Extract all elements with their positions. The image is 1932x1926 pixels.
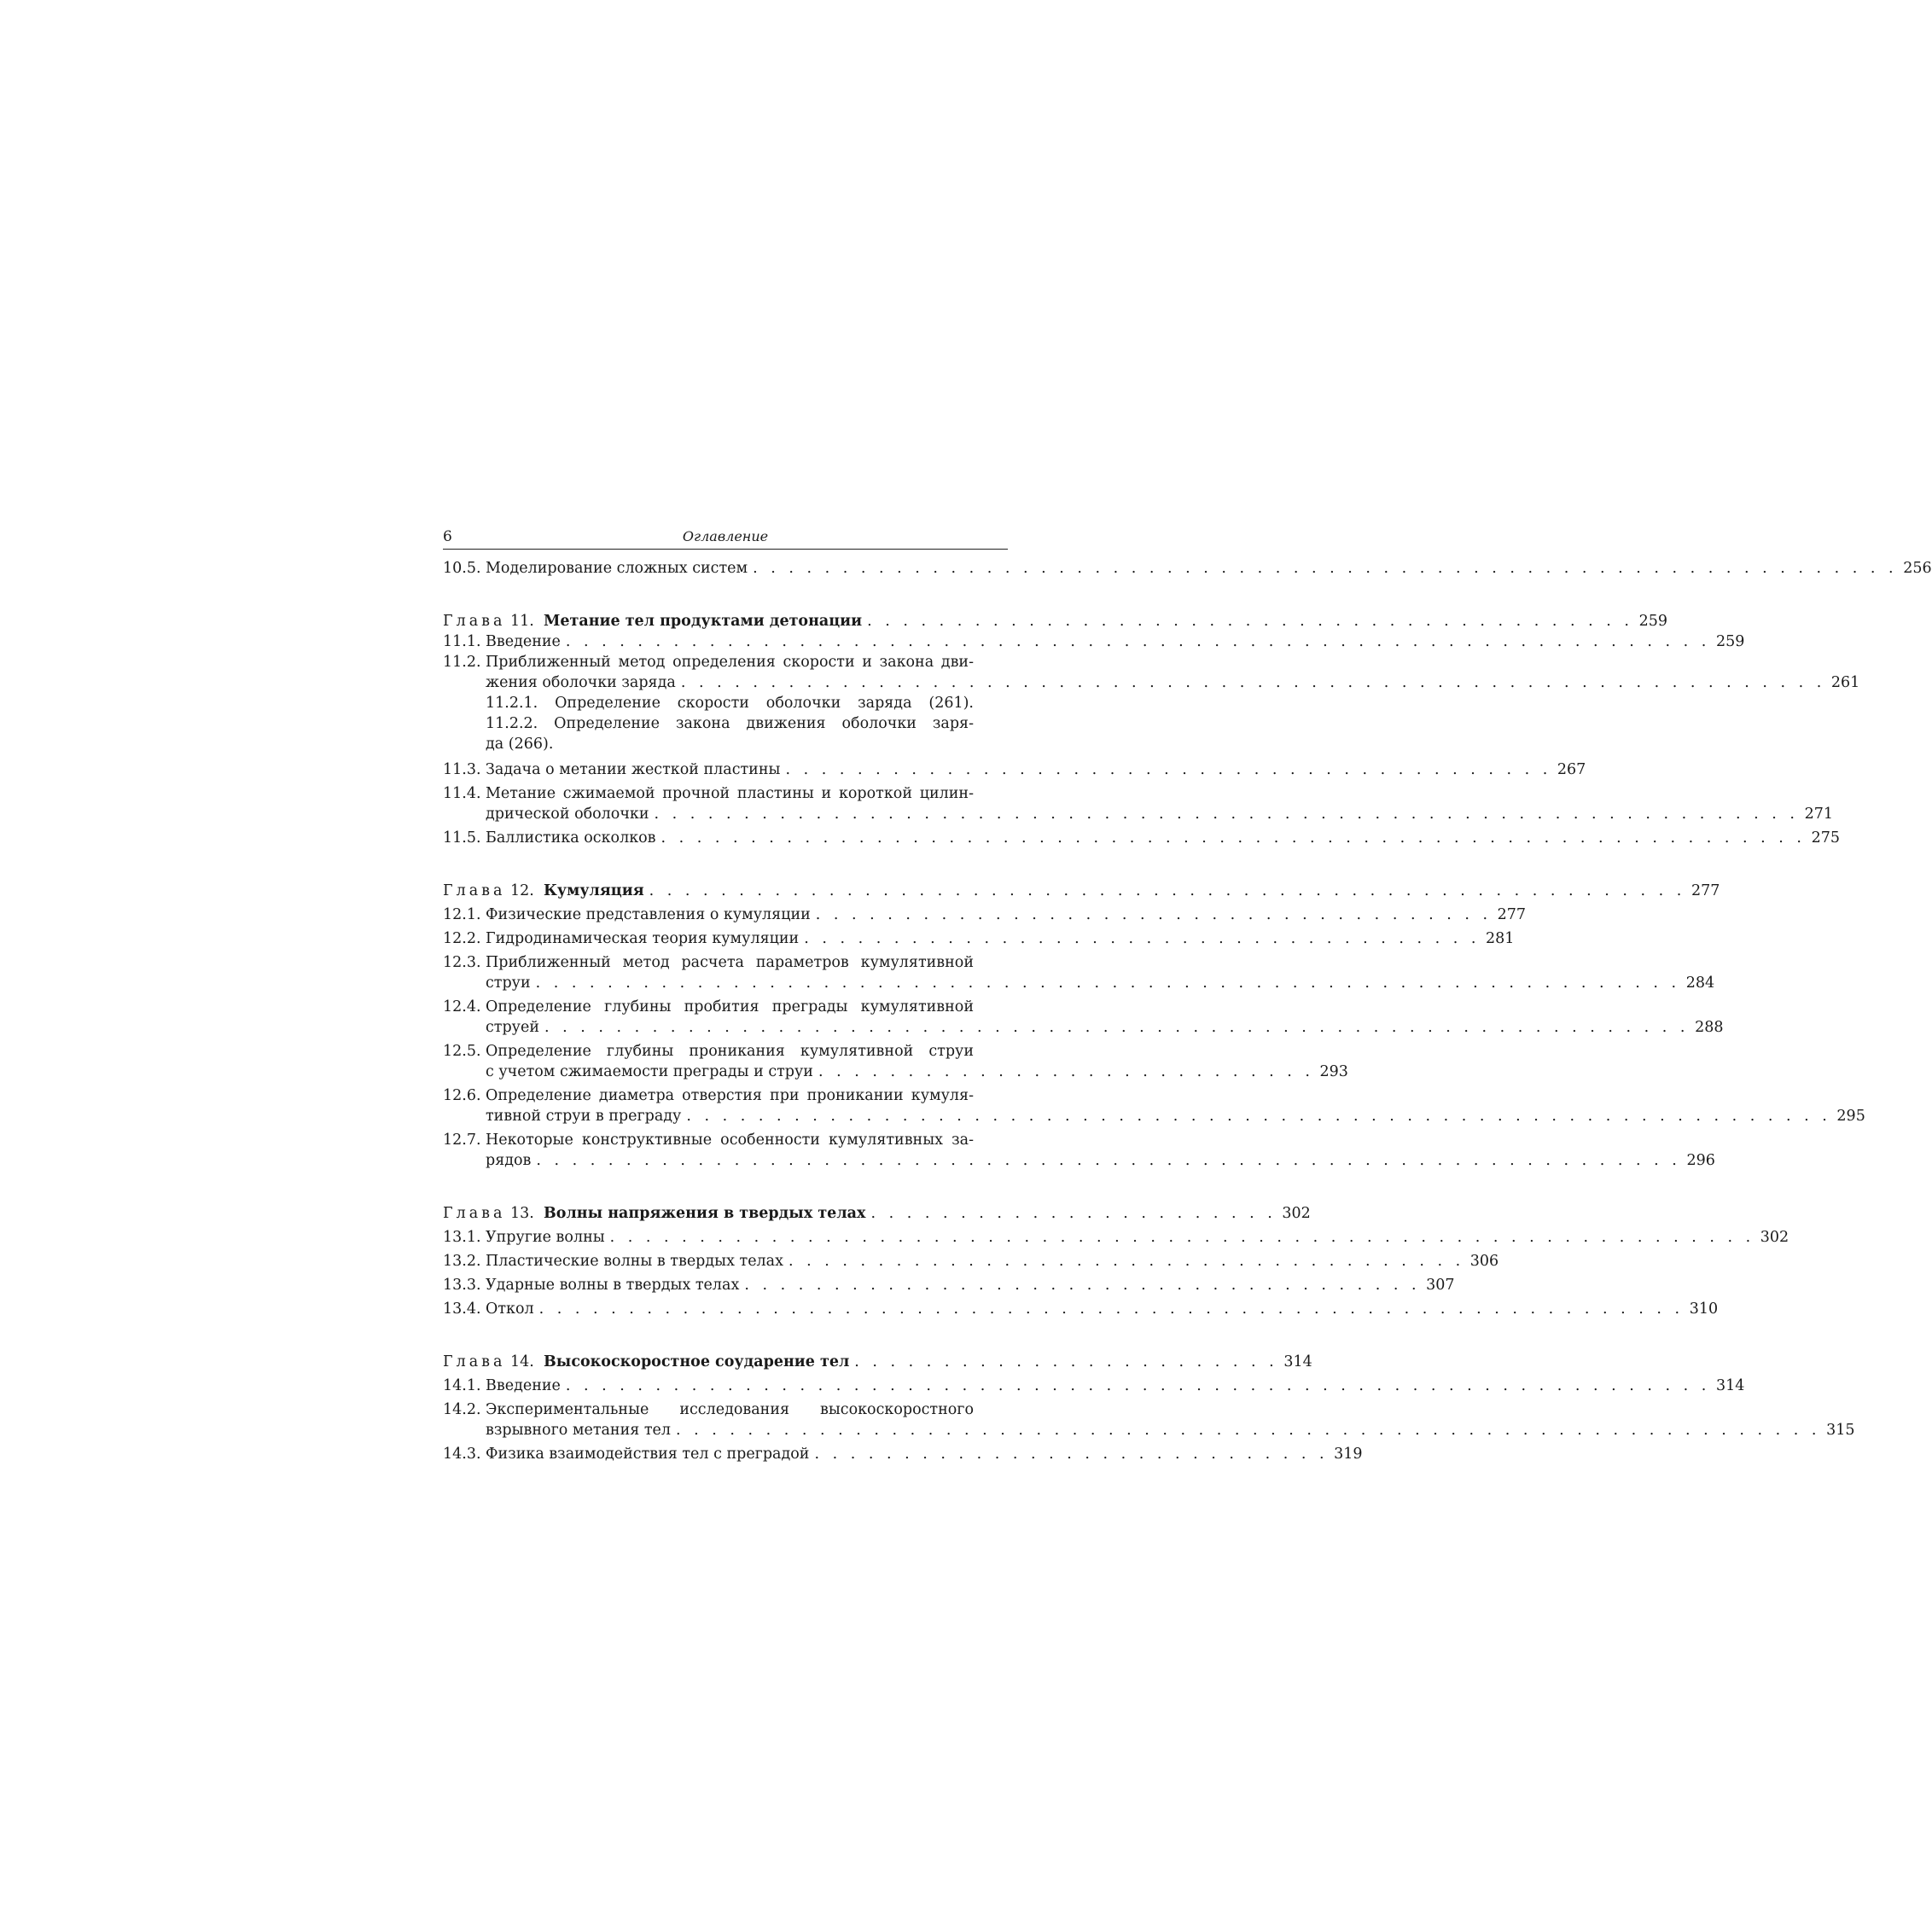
- section-number: 12.4.: [443, 998, 481, 1015]
- section-title-line: с учетом сжимаемости преграды и струи: [486, 1063, 813, 1080]
- section-title-line: Метание сжимаемой прочной пластины и короткой цилин-: [486, 785, 974, 802]
- toc-entry[interactable]: [443, 1227, 1789, 1248]
- page-ref: 302: [1760, 1229, 1789, 1246]
- subsection-line[interactable]: 11.2.2. Определение закона движения оболочки заря-: [486, 715, 974, 732]
- section-title-line: рядов: [486, 1152, 532, 1169]
- toc-entry[interactable]: [443, 1399, 1855, 1440]
- section-number: 12.5.: [443, 1043, 481, 1060]
- section-number: 12.6.: [443, 1087, 481, 1104]
- section-title: Введение: [486, 1377, 561, 1394]
- page-ref: 256: [1903, 560, 1932, 577]
- section-number: 12.1.: [443, 906, 481, 923]
- dot-leader: . . . . . . . . . . . . . . . . . . . . . . . . . . . . . . . . . . . . . . . . . . . . . . . . . . . . . . . . . . . . . . . .: [676, 1422, 1821, 1439]
- section-title-line: Определение глубины пробития преграды кумулятивной: [486, 998, 974, 1015]
- toc-entry[interactable]: [443, 631, 1745, 652]
- section-number: 13.1.: [443, 1229, 481, 1246]
- chapter-heading[interactable]: [443, 1352, 1312, 1372]
- page-ref: 307: [1426, 1277, 1455, 1294]
- section-number: 14.1.: [443, 1377, 481, 1394]
- section-title-line: дрической оболочки: [486, 806, 649, 823]
- page-ref: 295: [1836, 1108, 1865, 1125]
- section-title-line: Приближенный метод определения скорости и закона дви-: [486, 654, 974, 671]
- page-ref: 261: [1830, 674, 1860, 691]
- page-ref: 284: [1685, 975, 1715, 992]
- chapter-label: Глава: [443, 882, 506, 899]
- page-ref: 275: [1811, 829, 1840, 847]
- dot-leader: . . . . . . . . . . . . . . . . . . . . . . . . . . . . . . . . . . . . . . . . . . . . . . . . . . . . . . . . . . . . . . . .: [536, 1152, 1681, 1169]
- dot-leader: . . . . . . . . . . . . . . . . . . . . . . . . . . . . . . . . . . . . . . . . . . . . . . . . . . . . . . . . . . . . . . . .: [565, 633, 1711, 650]
- chapter-label: Глава: [443, 1205, 506, 1222]
- dot-leader: . . . . . . . . . . . . . . . . . . . . . . . . . . . . . . . . . . . . . . . . . . . . . . . . . . . . . . . . . . . . . . . .: [544, 1019, 1690, 1036]
- dot-leader: . . . . . . . . . . . . . . . . . . . . . . . . . . . . . . . . . . . . . .: [788, 1253, 1465, 1270]
- dot-leader: . . . . . . . . . . . . . . . . . . . . . . . . . . . . . . . . . . . . . . . . . . . . . . . . . . . . . . . . . . . . . . . .: [686, 1108, 1831, 1125]
- page-ref: 277: [1690, 882, 1720, 899]
- dot-leader: . . . . . . . . . . . . . . . . . . . . . . . . . . . .: [818, 1063, 1314, 1080]
- page-header: [443, 527, 1008, 550]
- dot-leader: . . . . . . . . . . . . . . . . . . . . . . . . . . . . . . . . . . . . . . . . . . .: [785, 761, 1552, 778]
- toc-entry[interactable]: [443, 952, 1715, 993]
- section-title: Моделирование сложных систем: [486, 560, 748, 577]
- table-of-contents: [443, 558, 1932, 1464]
- section-title-line: струи: [486, 975, 531, 992]
- chapter-heading[interactable]: [443, 611, 1667, 631]
- section-number: 11.1.: [443, 633, 481, 650]
- section-title: Физика взаимодействия тел с преградой: [486, 1446, 810, 1463]
- chapter-number: 11.: [510, 613, 534, 630]
- page-ref: 281: [1486, 930, 1515, 947]
- toc-entry[interactable]: [443, 905, 1527, 925]
- toc-entry[interactable]: [443, 997, 1724, 1038]
- dot-leader: . . . . . . . . . . . . . . . . . . . . . . . . . . . . . . . . . . . . . .: [815, 906, 1493, 923]
- toc-entry[interactable]: [443, 1376, 1745, 1396]
- subsection-line[interactable]: 11.2.1. Определение скорости оболочки заряда (261).: [486, 695, 974, 712]
- chapter-heading[interactable]: [443, 1203, 1311, 1224]
- running-title: Оглавление: [682, 528, 769, 544]
- dot-leader: . . . . . . . . . . . . . . . . . . . . . . . . . . . . . . . . . . . . . . . . . . . . . . . . . . . . . . . . . . . . . . . .: [680, 674, 1826, 691]
- page-ref: 306: [1469, 1253, 1499, 1270]
- dot-leader: . . . . . . . . . . . . . . . . . . . . . . . . . . . . . . . . . . . . . .: [804, 930, 1481, 947]
- section-number: 13.4.: [443, 1300, 481, 1318]
- page-ref: 302: [1282, 1205, 1311, 1222]
- dot-leader: . . . . . . . . . . . . . . . . . . . . . . .: [870, 1205, 1277, 1222]
- dot-leader: . . . . . . . . . . . . . . . . . . . . . . . . . . . . . . . . . . . . . . . . . . . . . . . . . . . . . . . . . . . . . . . .: [609, 1229, 1755, 1246]
- dot-leader: . . . . . . . . . . . . . . . . . . . . . . . . . . . . . . . . . . . . . . . . . . . . . . . . . . . . . . . . . . . . . . . .: [535, 975, 1681, 992]
- page-number: 6: [443, 528, 452, 545]
- page-ref: 271: [1804, 806, 1833, 823]
- subsection-line[interactable]: да (266).: [486, 736, 554, 753]
- section-title: Баллистика осколков: [486, 829, 656, 847]
- toc-entry[interactable]: [443, 1085, 1865, 1126]
- dot-leader: . . . . . . . . . . . . . . . . . . . . . . . . . . . . . . . . . . . . . . . . . . . . . . . . . . . . . . . . . .: [649, 882, 1686, 899]
- toc-entry[interactable]: [443, 1275, 1455, 1295]
- dot-leader: . . . . . . . . . . . . . . . . . . . . . . . .: [854, 1353, 1278, 1370]
- dot-leader: . . . . . . . . . . . . . . . . . . . . . . . . . . . . . . . . . . . . . . . . . . . . . . . . . . . . . . . . . . . . . . . .: [565, 1377, 1711, 1394]
- chapter-number: 14.: [510, 1353, 534, 1370]
- section-title-line: взрывного метания тел: [486, 1422, 672, 1439]
- dot-leader: . . . . . . . . . . . . . . . . . . . . . . . . . . . . . . . . . . . . . .: [744, 1277, 1421, 1294]
- section-title-line: жения оболочки заряда: [486, 674, 676, 691]
- chapter-label: Глава: [443, 613, 506, 630]
- toc-entry[interactable]: [443, 1130, 1715, 1171]
- section-number: 10.5.: [443, 560, 481, 577]
- page-ref: 310: [1689, 1300, 1719, 1318]
- page-ref: 314: [1283, 1353, 1312, 1370]
- section-title: Упругие волны: [486, 1229, 605, 1246]
- chapter-title: Кумуляция: [544, 882, 644, 899]
- page-ref: 293: [1319, 1063, 1348, 1080]
- dot-leader: . . . . . . . . . . . . . . . . . . . . . . . . . . . . . . . . . . . . . . . . . . . . . . . . . . . . . . . . . . . . . . . .: [654, 806, 1799, 823]
- section-title-line: Определение диаметра отверстия при проникании кумуля-: [486, 1087, 974, 1104]
- chapter-title: Волны напряжения в твердых телах: [544, 1205, 866, 1222]
- toc-entry[interactable]: [443, 759, 1586, 780]
- dot-leader: . . . . . . . . . . . . . . . . . . . . . . . . . . . . . . . . . . . . . . . . . . . . . . . . . . . . . . . . . . . . . . . .: [753, 560, 1898, 577]
- section-title-line: Приближенный метод расчета параметров кумулятивной: [486, 954, 974, 971]
- page-ref: 288: [1695, 1019, 1724, 1036]
- chapter-title: Высокоскоростное соударение тел: [544, 1353, 850, 1370]
- page-ref: 315: [1826, 1422, 1855, 1439]
- section-number: 12.7.: [443, 1132, 481, 1149]
- book-page: [443, 527, 1932, 1464]
- toc-entry[interactable]: [443, 652, 1860, 754]
- section-number: 13.2.: [443, 1253, 481, 1270]
- chapter-heading[interactable]: [443, 881, 1720, 901]
- section-title-line: Некоторые конструктивные особенности кумулятивных за-: [486, 1132, 974, 1149]
- section-title-line: тивной струи в преграду: [486, 1108, 682, 1125]
- dot-leader: . . . . . . . . . . . . . . . . . . . . . . . . . . . . .: [814, 1446, 1329, 1463]
- section-title-line: Определение глубины проникания кумулятивной струи: [486, 1043, 974, 1060]
- section-title: Введение: [486, 633, 561, 650]
- section-title: Пластические волны в твердых телах: [486, 1253, 783, 1270]
- section-number: 12.3.: [443, 954, 481, 971]
- section-title: Ударные волны в твердых телах: [486, 1277, 740, 1294]
- subsection-list: [486, 693, 974, 754]
- section-number: 12.2.: [443, 930, 481, 947]
- page-ref: 259: [1715, 633, 1745, 650]
- section-title-line: струей: [486, 1019, 540, 1036]
- section-title: Физические представления о кумуляции: [486, 906, 811, 923]
- page-ref: 259: [1638, 613, 1667, 630]
- section-title: Гидродинамическая теория кумуляции: [486, 930, 800, 947]
- section-number: 11.2.: [443, 654, 481, 671]
- chapter-title: Метание тел продуктами детонации: [544, 613, 863, 630]
- chapter-label: Глава: [443, 1353, 506, 1370]
- page-ref: 267: [1557, 761, 1586, 778]
- toc-entry[interactable]: [443, 1251, 1499, 1271]
- section-number: 13.3.: [443, 1277, 481, 1294]
- toc-entry[interactable]: [443, 1444, 1363, 1464]
- section-number: 11.5.: [443, 829, 481, 847]
- page-ref: 319: [1334, 1446, 1363, 1463]
- dot-leader: . . . . . . . . . . . . . . . . . . . . . . . . . . . . . . . . . . . . . . . . . . .: [867, 613, 1633, 630]
- toc-entry[interactable]: [443, 1299, 1719, 1319]
- section-number: 14.2.: [443, 1401, 481, 1418]
- page-ref: 277: [1497, 906, 1527, 923]
- page-ref: 296: [1686, 1152, 1715, 1169]
- dot-leader: . . . . . . . . . . . . . . . . . . . . . . . . . . . . . . . . . . . . . . . . . . . . . . . . . . . . . . . . . . . . . . . .: [538, 1300, 1685, 1318]
- section-number: 11.3.: [443, 761, 481, 778]
- toc-entry[interactable]: [443, 1041, 1348, 1082]
- toc-entry[interactable]: [443, 828, 1840, 848]
- dot-leader: . . . . . . . . . . . . . . . . . . . . . . . . . . . . . . . . . . . . . . . . . . . . . . . . . . . . . . . . . . . . . . . .: [660, 829, 1806, 847]
- section-title-line: Экспериментальные исследования высокоскоростного: [486, 1401, 974, 1418]
- section-title: Задача о метании жесткой пластины: [486, 761, 781, 778]
- section-number: 14.3.: [443, 1446, 481, 1463]
- chapter-number: 12.: [510, 882, 534, 899]
- page-ref: 314: [1715, 1377, 1745, 1394]
- section-title: Откол: [486, 1300, 534, 1318]
- section-number: 11.4.: [443, 785, 481, 802]
- chapter-number: 13.: [510, 1205, 534, 1222]
- toc-entry[interactable]: [443, 783, 1833, 824]
- toc-entry[interactable]: [443, 928, 1515, 949]
- toc-entry[interactable]: [443, 558, 1932, 579]
